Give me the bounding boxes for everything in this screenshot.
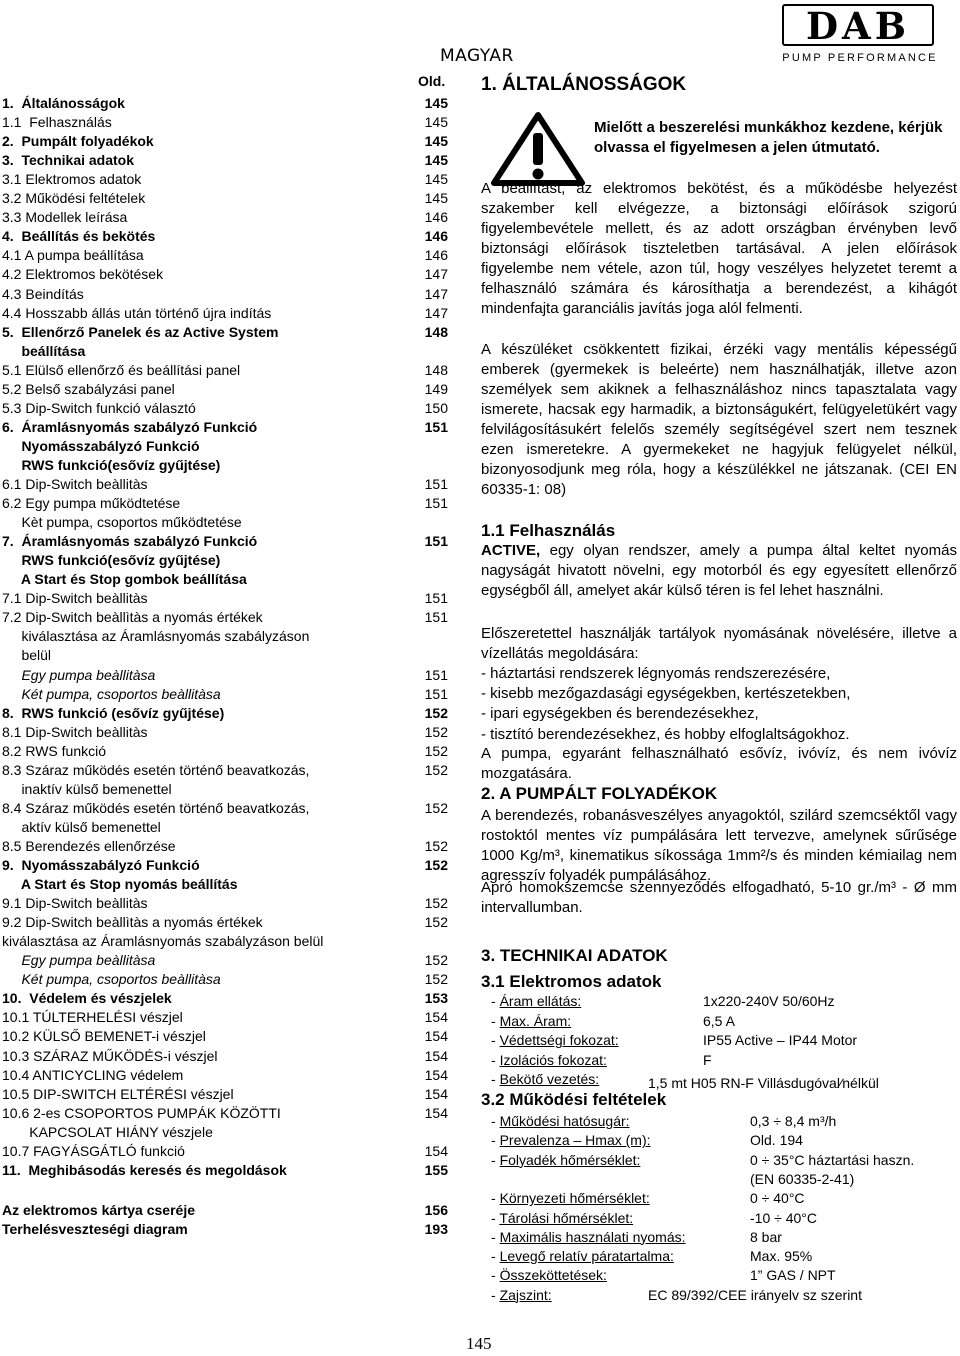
- spec-label: - Zajszint:: [491, 1286, 552, 1303]
- toc-entry-title: 11. Meghibásodás keresés és megoldások: [2, 1161, 287, 1178]
- section-2-paragraph-2: Apró homokszemcse szennyeződés elfogadható, 5-10 gr./m³ - Ø mm intervallumban.: [481, 879, 957, 916]
- toc-entry: [2, 875, 448, 894]
- logo-tagline: PUMP PERFORMANCE: [782, 52, 938, 64]
- toc-entry-page: 151: [424, 418, 448, 435]
- spec-row: [491, 1189, 958, 1207]
- spec-row: [491, 1051, 958, 1069]
- toc-entry: [2, 1220, 448, 1239]
- toc-entry: [2, 723, 448, 742]
- toc-entry: [2, 265, 448, 284]
- toc-entry: [2, 799, 448, 818]
- toc-entry-title: 8.1 Dip-Switch beàllitàs: [2, 723, 148, 740]
- toc-entry-title: 5. Ellenőrző Panelek és az Active System: [2, 323, 279, 340]
- toc-entry-title: kiválasztása az Áramlásnyomás szabályzáson: [2, 628, 310, 645]
- toc-entry-page: 145: [424, 114, 448, 131]
- toc-page-header: Old.: [418, 73, 446, 89]
- spec-label-text: Zajszint:: [499, 1286, 552, 1303]
- page-number: 145: [466, 1334, 492, 1353]
- toc-entry-title: 10.2 KÜLSŐ BEMENET-i vészjel: [2, 1028, 206, 1045]
- spec-label-text: Prevalenza – Hmax (m):: [499, 1132, 651, 1149]
- toc-entry: [2, 704, 448, 723]
- logo-wordmark: DAB: [805, 4, 911, 48]
- toc-entry-page: 146: [424, 209, 448, 226]
- spec-value: IP55 Active – IP44 Motor: [703, 1032, 858, 1048]
- spec-label-text: Izolációs fokozat:: [499, 1051, 607, 1068]
- section-2-title: 2. A PUMPÁLT FOLYADÉKOK: [481, 784, 718, 803]
- toc-entry: [2, 932, 448, 951]
- toc-entry: [2, 380, 448, 399]
- toc-entry-title: Nyomásszabályzó Funkció: [2, 437, 200, 454]
- toc-entry-page: 147: [424, 304, 448, 321]
- toc-entry-title: 10.1 TÚLTERHELÉSI vészjel: [2, 1009, 183, 1026]
- toc-entry-page: 149: [424, 380, 448, 397]
- toc-entry: [2, 608, 448, 627]
- toc-entry-page: 147: [424, 285, 448, 302]
- spec-label: - Védettségi fokozat:: [491, 1032, 619, 1048]
- toc-entry-title: A Start és Stop nyomás beállítás: [2, 876, 238, 893]
- section-1-paragraph-1: A beállítást, az elektromos bekötést, és a működésbe helyezést szakember kell elvégezze, a biztonsági előírások szigorú figyelembevétele mellett, és az adott országban érvényben levő biztonsági előírások tiszteletben tartásával. A jelen előírások figyelembe nem vétele, azon túl, hogy veszélyes helyzetet teremt a felhasználó számára és károsíthatja a berendezést, a kihágót mindenfajta garanciális javítás joga alól felmenti.: [481, 180, 957, 317]
- spec-label-text: Összeköttetések:: [499, 1267, 607, 1284]
- toc-entry-page: 152: [424, 837, 448, 854]
- toc-entry: [2, 170, 448, 189]
- toc-entry: [2, 589, 448, 608]
- toc-entry-page: 154: [424, 1142, 448, 1159]
- toc-entry-page: 152: [424, 761, 448, 778]
- section-1-1-paragraph-1: [481, 541, 957, 601]
- toc-entry-title: 4.3 Beindítás: [2, 285, 84, 302]
- toc-entry-title: 5.2 Belső szabályzási panel: [2, 380, 175, 397]
- toc-entry-title: A Start és Stop gombok beállítása: [2, 571, 247, 588]
- toc-entry-title: kiválasztása az Áramlásnyomás szabályzáson belül: [2, 933, 324, 950]
- list-item: - kisebb mezőgazdasági egységekben, kertészetekben,: [481, 685, 851, 703]
- warning-icon: [490, 111, 586, 187]
- toc-entry: [2, 304, 448, 323]
- toc-entry: [2, 285, 448, 304]
- toc-entry-title: 4.2 Elektromos bekötések: [2, 266, 164, 283]
- toc-entry-page: 151: [424, 590, 448, 607]
- toc-entry-page: 145: [424, 133, 448, 150]
- spec-value: 1” GAS / NPT: [750, 1267, 836, 1284]
- toc-entry-page: 152: [424, 742, 448, 759]
- spec-row: [491, 1209, 958, 1227]
- spec-label: - Levegő relatív páratartalma:: [491, 1248, 674, 1265]
- spec-label: - Működési hatósugár:: [491, 1113, 630, 1129]
- toc-entry-title: 8.2 RWS funkció: [2, 742, 107, 759]
- dab-logo: [778, 4, 942, 66]
- spec-label: - Folyadék hőmérséklet:: [491, 1151, 641, 1168]
- toc-entry: [2, 1085, 448, 1104]
- language-label: MAGYAR: [440, 46, 514, 66]
- toc-entry-page: 154: [424, 1104, 448, 1121]
- toc-entry-title: 8. RWS funkció (esővíz gyűjtése): [2, 704, 225, 721]
- toc-entry-page: 151: [424, 476, 448, 492]
- toc-entry-page: 152: [424, 914, 448, 931]
- toc-entry: [2, 1180, 448, 1199]
- toc-entry-title: RWS funkció(esővíz gyűjtése): [2, 456, 221, 473]
- toc-entry-page: 193: [424, 1220, 448, 1237]
- toc-entry: [2, 227, 448, 246]
- toc-entry-page: 154: [424, 1028, 448, 1045]
- spec-row: [491, 1286, 958, 1304]
- toc-entry-page: 151: [424, 685, 448, 702]
- toc-entry-title: 5.1 Elülső ellenőrző és beállítási panel: [2, 361, 241, 378]
- toc-entry: [2, 532, 448, 551]
- toc-entry: [2, 418, 448, 437]
- toc-entry-title: 9. Nyomásszabályzó Funkció: [2, 857, 200, 873]
- toc-entry-title: 1.1 Felhasználás: [2, 114, 112, 131]
- toc-entry: [2, 856, 448, 875]
- spec-value: F: [703, 1051, 712, 1068]
- toc-entry: [2, 551, 448, 570]
- toc-entry: [2, 742, 448, 761]
- spec-value: EC 89/392/CEE irányelv sz szerint: [648, 1286, 862, 1303]
- section-1-1-paragraph-3: A pumpa, egyaránt felhasználható esővíz, ivóvíz, és nem ivóvíz mozgatására.: [481, 745, 957, 782]
- section-1-1-paragraph-2: Előszeretettel használják tartályok nyomásának növelésére, illetve a vízellátás megoldására:: [481, 625, 957, 662]
- toc-entry-page: 151: [424, 666, 448, 683]
- toc-entry-page: 146: [424, 247, 448, 264]
- toc-entry-title: RWS funkció(esővíz gyűjtése): [2, 552, 221, 569]
- toc-entry-title: 3.1 Elektromos adatok: [2, 171, 142, 188]
- spec-label-text: Max. Áram:: [499, 1012, 572, 1029]
- toc-entry-title: 7.2 Dip-Switch beàllìtàs a nyomás értékek: [2, 609, 263, 626]
- toc-entry-title: 1. Általánosságok: [2, 95, 125, 111]
- toc-entry-title: 2. Pumpált folyadékok: [2, 133, 154, 150]
- spec-label-text: Működési hatósugár:: [499, 1113, 630, 1129]
- toc-entry: [2, 1047, 448, 1066]
- spec-label: - Összeköttetések:: [491, 1267, 607, 1284]
- toc-entry-page: 148: [424, 361, 448, 378]
- toc-entry-title: 10.3 SZÁRAZ MŰKÖDÉS-i vészjel: [2, 1047, 218, 1064]
- toc-entry-page: 150: [424, 399, 448, 416]
- toc-entry-page: 152: [424, 895, 448, 912]
- toc-entry-title: Két pumpa, csoportos beàllitàsa: [2, 971, 221, 988]
- spec-row: [491, 1170, 958, 1188]
- toc-entry-title: 4. Beállítás és bekötés: [2, 228, 156, 245]
- spec-label: - Áram ellátás:: [491, 993, 582, 1009]
- spec-label-text: Maximális használati nyomás:: [499, 1228, 686, 1245]
- toc-entry: [2, 761, 448, 780]
- toc-entry: [2, 1027, 448, 1046]
- toc-entry: [2, 1142, 448, 1161]
- toc-entry-title: 8.3 Száraz működés esetén történő beavatkozás,: [2, 761, 310, 778]
- toc-entry-title: 10.4 ANTICYCLING védelem: [2, 1066, 184, 1083]
- toc-entry-title: aktív külső bemenettel: [2, 818, 161, 835]
- toc-entry: [2, 94, 448, 113]
- spec-label-text: Környezeti hőmérséklet:: [499, 1190, 650, 1207]
- spec-label-text: Védettségi fokozat:: [499, 1032, 619, 1048]
- toc-entry-title: 7. Áramlásnyomás szabályzó Funkció: [2, 533, 258, 550]
- section-1-paragraph-2: A készüléket csökkentett fizikai, érzéki vagy mentális képességű emberek (gyermekek is beleérte) nem használhatják, illetve azon személyek sem akiknek a felhasználáshoz nincs tapasztalata vagy ismerete, hacsak egy harmadik, a biztonságukért, felügyeletükért vagy felvilágosításukért felelős személy segítségével szert nem tesznek ezen ismeretekre. A gyermekeket ne hagyjuk felügyelet nélkül, bizonyosodjunk meg róla, hogy a készülékkel ne játszanak. (CEI EN 60335-1: 08): [481, 341, 957, 498]
- spec-label: - Max. Áram:: [491, 1012, 572, 1029]
- toc-entry: [2, 189, 448, 208]
- toc-entry: [2, 570, 448, 589]
- toc-entry: [2, 780, 448, 799]
- toc-entry: [2, 399, 448, 418]
- toc-entry-title: 4.1 A pumpa beállítása: [2, 247, 144, 264]
- toc-entry: [2, 475, 448, 494]
- toc-entry: [2, 323, 448, 342]
- toc-entry-page: 145: [424, 190, 448, 207]
- section-3-2-title: 3.2 Működési feltételek: [481, 1090, 667, 1109]
- spec-value: Old. 194: [750, 1132, 803, 1149]
- toc-entry-page: 146: [424, 228, 448, 245]
- spec-label: - Prevalenza – Hmax (m):: [491, 1132, 651, 1149]
- toc-entry: [2, 989, 448, 1008]
- toc-entry: [2, 513, 448, 532]
- toc-entry-page: 151: [424, 609, 448, 626]
- list-item: - ipari egységekben és berendezésekhez,: [481, 705, 759, 723]
- toc-entry-title: KAPCSOLAT HIÁNY vészjele: [2, 1123, 213, 1140]
- toc-entry: [2, 494, 448, 513]
- toc-entry-page: 152: [424, 723, 448, 740]
- spec-row: [491, 1031, 958, 1049]
- usage-list: [481, 664, 850, 745]
- spec-label-text: Levegő relatív páratartalma:: [499, 1248, 674, 1265]
- toc-entry: [2, 456, 448, 475]
- toc-entry-page: 151: [424, 533, 448, 550]
- spec-label-text: Bekötő vezetés:: [499, 1071, 600, 1087]
- toc-entry-title: 4.4 Hosszabb állás után történő újra indítás: [2, 304, 272, 321]
- toc-entry-page: 152: [424, 971, 448, 988]
- toc-entry: [2, 132, 448, 151]
- toc-entry: [2, 151, 448, 170]
- toc-entry-title: 10.7 FAGYÁSGÁTLÓ funkció: [2, 1142, 185, 1159]
- spec-row: [491, 1131, 958, 1149]
- toc-entry-title: inaktív külső bemenettel: [2, 780, 172, 797]
- toc-entry: [2, 837, 448, 856]
- toc-entry-title: 6.2 Egy pumpa működtetése: [2, 495, 181, 512]
- toc-entry: [2, 894, 448, 913]
- toc-entry-title: 10.6 2-es CSOPORTOS PUMPÁK KÖZÖTTI: [2, 1104, 281, 1121]
- spec-value: 1,5 mt H05 RN-F Villásdugóval⁄nélkül: [648, 1075, 879, 1091]
- warning-text: Mielőtt a beszerelési munkákhoz kezdene, kérjük olvassa el figyelmesen a jelen útmutató.: [594, 119, 943, 156]
- toc-entry-title: 10. Védelem és vészjelek: [2, 990, 172, 1007]
- list-item: - tisztító berendezésekhez, és hobby elfoglaltságokhoz.: [481, 725, 850, 743]
- spec-row: [491, 1012, 958, 1030]
- toc-entry-page: 154: [424, 1066, 448, 1083]
- spec-label: - Maximális használati nyomás:: [491, 1228, 686, 1245]
- toc-entry: [2, 970, 448, 989]
- toc-entry: [2, 646, 448, 665]
- toc-entry-page: 147: [424, 266, 448, 283]
- toc-entry: [2, 1008, 448, 1027]
- toc-entry-title: 8.4 Száraz működés esetén történő beavatkozás,: [2, 799, 310, 816]
- spec-label: - Izolációs fokozat:: [491, 1051, 607, 1068]
- toc-entry-page: 145: [424, 95, 448, 111]
- toc-entry-title: Kèt pumpa, csoportos működtetése: [2, 514, 242, 531]
- toc-entry-title: 9.1 Dip-Switch beàllitàs: [2, 895, 148, 912]
- toc-entry: [2, 437, 448, 456]
- toc-entry-title: beállítása: [2, 342, 86, 359]
- section-3-title: 3. TECHNIKAI ADATOK: [481, 946, 668, 965]
- toc-entry-title: 8.5 Berendezés ellenőrzése: [2, 837, 176, 854]
- toc-entry-title: 10.5 DIP-SWITCH ELTÉRÉSI vészjel: [2, 1085, 234, 1102]
- spec-label: - Környezeti hőmérséklet:: [491, 1190, 650, 1207]
- toc-entry-title: 7.1 Dip-Switch beàllitàs: [2, 590, 148, 607]
- spec-label: - Bekötő vezetés:: [491, 1071, 600, 1087]
- toc-entry-title: Terhelésveszteségi diagram: [2, 1220, 188, 1237]
- spec-value: 0 ÷ 35°C háztartási haszn.: [750, 1151, 915, 1168]
- spec-value: (EN 60335-2-41): [750, 1170, 855, 1187]
- toc-entry: [2, 113, 448, 132]
- toc-entry-page: 152: [424, 952, 448, 969]
- toc-entry: [2, 1201, 448, 1220]
- section-1-title: 1. ÁLTALÁNOSSÁGOK: [481, 74, 687, 95]
- toc-entry-title: 6. Áramlásnyomás szabályzó Funkció: [2, 418, 258, 435]
- toc-entry-title: 6.1 Dip-Switch beàllitàs: [2, 476, 148, 492]
- toc-entry: [2, 246, 448, 265]
- spec-label-text: Folyadék hőmérséklet:: [499, 1151, 641, 1168]
- toc-entry-page: 154: [424, 1009, 448, 1026]
- toc-entry: [2, 208, 448, 227]
- toc-entry-page: 152: [424, 799, 448, 816]
- toc-entry-page: 148: [424, 323, 448, 340]
- toc-entry-page: 152: [424, 857, 448, 873]
- spec-value: 0 ÷ 40°C: [750, 1190, 805, 1207]
- section-2-paragraph-1: A berendezés, robanásveszélyes anyagoktól, szilárd szemcséktől vagy rostoktól mentes víz pumpálására lett tervezve, amelynek sűrűsége 1000 Kg/m³, kinematikus síkossága 1mm²/s és minden kémiailag nem agresszív folyadék pumpálásához.: [481, 807, 957, 884]
- spec-row: [491, 1228, 958, 1246]
- toc-entry-page: 151: [424, 495, 448, 512]
- toc-entry-title: 3. Technikai adatok: [2, 152, 135, 169]
- toc-entry: [2, 361, 448, 380]
- toc-entry-title: belül: [2, 647, 52, 664]
- spec-label-text: Áram ellátás:: [499, 993, 582, 1009]
- toc-entry-page: 153: [424, 990, 448, 1007]
- spec-row: [491, 1112, 958, 1130]
- spec-label-text: Tárolási hőmérséklet:: [499, 1209, 634, 1226]
- spec-value: -10 ÷ 40°C: [750, 1209, 817, 1226]
- active-text: egy olyan rendszer, amely a pumpa által keltet nyomás nagyságát hivatott növelni, egy motorból és egy egyesített ellenőrző egységből áll, amelyet akár külső téren is fel lehet használni.: [481, 542, 957, 599]
- list-item: - háztartási rendszerek légnyomás rendszerezésére,: [481, 665, 831, 682]
- toc-entry: [2, 666, 448, 685]
- toc-entry: [2, 685, 448, 704]
- spec-value: 8 bar: [750, 1228, 782, 1245]
- section-3-1-title: 3.1 Elektromos adatok: [481, 972, 662, 991]
- toc-entry-page: 145: [424, 171, 448, 188]
- spec-value: 1x220-240V 50/60Hz: [703, 993, 835, 1009]
- spec-value: 6,5 A: [703, 1012, 735, 1029]
- spec-row: [491, 992, 958, 1010]
- toc-entry: [2, 913, 448, 932]
- toc-entry: [2, 342, 448, 361]
- toc-entry-page: 156: [424, 1201, 448, 1218]
- toc-entry-title: 3.2 Működési feltételek: [2, 190, 146, 207]
- active-lead: ACTIVE,: [481, 542, 541, 559]
- toc-entry-title: 3.3 Modellek leírása: [2, 209, 128, 226]
- toc-entry-title: 9.2 Dip-Switch beàllìtàs a nyomás értékek: [2, 914, 263, 931]
- toc-entry: [2, 1161, 448, 1180]
- toc-entry: [2, 818, 448, 837]
- toc-entry-title: Egy pumpa beàllitàsa: [2, 666, 156, 683]
- toc-entry-title: Az elektromos kártya cseréje: [2, 1201, 195, 1218]
- toc-entry: [2, 1123, 448, 1142]
- toc-entry-page: 152: [424, 704, 448, 721]
- toc-entry-page: 155: [424, 1161, 448, 1178]
- logo-frame: [782, 4, 934, 46]
- spec-row: [491, 1247, 958, 1265]
- toc-entry: [2, 627, 448, 646]
- spec-row: [491, 1070, 958, 1091]
- spec-label: - Tárolási hőmérséklet:: [491, 1209, 634, 1226]
- section-1-1-title: 1.1 Felhasználás: [481, 521, 616, 540]
- toc-entry-page: 145: [424, 152, 448, 169]
- toc-entry-title: Két pumpa, csoportos beàllitàsa: [2, 685, 221, 702]
- toc-entry-title: Egy pumpa beàllitàsa: [2, 952, 156, 969]
- toc-entry-page: 154: [424, 1085, 448, 1102]
- toc-entry: [2, 951, 448, 970]
- toc-entry: [2, 1066, 448, 1085]
- spec-value: Max. 95%: [750, 1248, 813, 1265]
- spec-row: [491, 1151, 958, 1169]
- toc-entry-title: 5.3 Dip-Switch funkció választó: [2, 399, 196, 416]
- toc-entry-page: 154: [424, 1047, 448, 1064]
- spec-row: [491, 1266, 958, 1284]
- toc-entry: [2, 1104, 448, 1123]
- spec-value: 0,3 ÷ 8,4 m³/h: [750, 1113, 837, 1129]
